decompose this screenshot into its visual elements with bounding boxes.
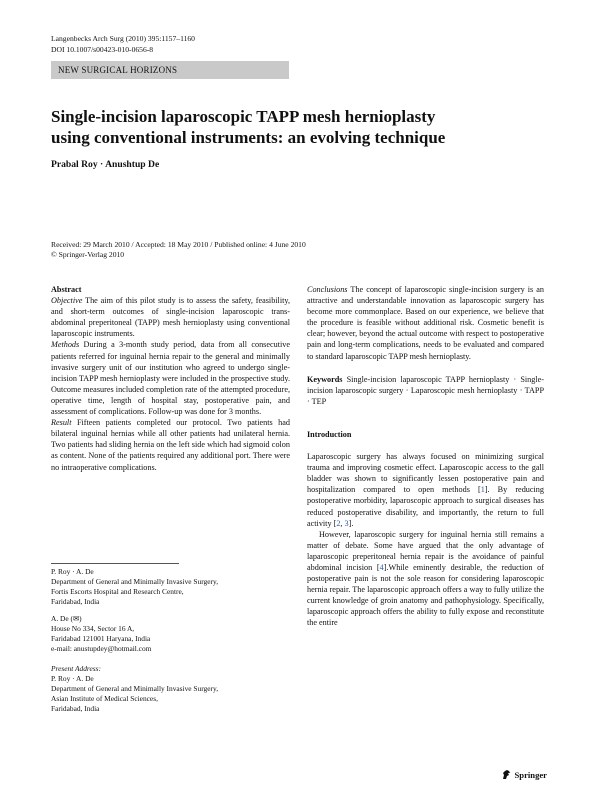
result-label: Result: [51, 418, 72, 428]
abstract-conclusions: [307, 284, 544, 362]
result-text: Fifteen patients completed our protocol. Two patients had bilateral inguinal hernias while all other patients had unilateral hernia. Two patients had sliding hernia on the left side which had sigmoid colon as content. None of the patients required any additional port. There were no intraoperative complications.: [51, 418, 290, 472]
aff1-line1: Department of General and Minimally Invasive Surgery,: [51, 577, 219, 586]
title-line-2: using conventional instruments: an evolving technique: [51, 128, 446, 147]
dates-line: Received: 29 March 2010 / Accepted: 18 May 2010 / Published online: 4 June 2010: [51, 240, 306, 249]
publisher-logo: [501, 769, 547, 780]
abstract-methods: [51, 339, 290, 417]
intro-p2-text-b: ].While eminently desirable, the reduction of postoperative pain is not the sole reason for considering laparoscopic hernia repair. The laparoscopic approach offers a way to fully utilize the current knowledge of groin anatomy and pathophysiology. Specifically, laparoscopic approach offers the ability to fully expose and reconstitute the entire: [307, 562, 544, 628]
abstract-column: [51, 284, 290, 473]
conclusions-text: The concept of laparoscopic single-incision surgery is an attractive and understandable innovation as laparoscopic surgery has become more commonplace. Based on our experience, we believe that the procedure is feasible without additional risk. Cosmetic benefit is clear; however, beyond the actual outcome with respect to postoperative pain and long-term complications, needs to be evaluated and compared to standard laparoscopic TAPP mesh hernioplasty.: [307, 285, 544, 361]
intro-paragraph-2: [307, 529, 544, 629]
citation-link-1[interactable]: 1: [480, 485, 485, 495]
citation-link-3[interactable]: 3: [344, 518, 349, 528]
intro-p2-text-a: However, laparoscopic surgery for inguinal hernia still remains a matter of debate. Some have argued that the only advantage of laparoscopic preperitoneal hernia repair is the avoidance of painful abdominal incision [: [307, 529, 544, 572]
aff3-line1: Department of General and Minimally Invasive Surgery,: [51, 684, 219, 693]
aff2-line2: Faridabad 121001 Haryana, India: [51, 634, 151, 643]
right-column: [307, 284, 544, 629]
section-label: NEW SURGICAL HORIZONS: [51, 61, 289, 79]
conclusions-label: Conclusions: [307, 285, 348, 294]
title-line-1: Single-incision laparoscopic TAPP mesh hernioplasty: [51, 107, 436, 126]
abstract-heading: Abstract: [51, 285, 82, 294]
publisher-name: Springer: [514, 769, 547, 780]
present-address-label: Present Address:: [51, 664, 102, 673]
journal-citation: Langenbecks Arch Surg (2010) 395:1157–1160: [51, 34, 195, 43]
abstract-objective: [51, 295, 290, 339]
intro-p1-text-d: ].: [348, 518, 354, 528]
introduction-heading: Introduction: [307, 429, 352, 439]
abstract-result: [51, 417, 290, 472]
aff2-line1: House No 334, Sector 16 A,: [51, 624, 135, 633]
aff3-line3: Faridabad, India: [51, 704, 100, 713]
aff3-names: P. Roy · A. De: [51, 674, 94, 683]
aff1-line2: Fortis Escorts Hospital and Research Centre,: [51, 587, 184, 596]
publication-dates: [51, 240, 551, 260]
doi: DOI 10.1007/s00423-010-0656-8: [51, 45, 154, 54]
affiliation-3: [51, 664, 291, 714]
intro-p1-text-b: ]. By reducing postoperative morbidity, laparoscopic approach to surgical diseases has reduced postoperative disability, and importantly, the return to full activity [: [307, 485, 544, 528]
methods-text: During a 3-month study period, data from all consecutive patients referred for inguinal hernia repair to the general and minimally invasive surgery unit of our institution who agreed to undergo single-incision TAPP mesh hernioplasty were included in the prospective study. Outcome measures included completion rate of the attempted procedure, operative time, length of hospital stay, postoperative pain, and assessment of complications. Follow-up was done for 3 months.: [51, 340, 290, 417]
objective-label: Objective: [51, 296, 83, 306]
springer-horse-icon: [501, 769, 512, 780]
affiliation-1: [51, 567, 291, 607]
keywords: [307, 374, 544, 407]
intro-p1-text-c: ,: [340, 518, 345, 528]
keywords-label: Keywords: [307, 374, 343, 384]
aff2-names: A. De (✉): [51, 614, 82, 623]
keywords-text: Single-incision laparoscopic TAPP hernioplasty · Single-incision laparoscopic surgery · Laparoscopic mesh hernioplasty · TAPP · TEP: [307, 374, 544, 406]
aff1-line3: Faridabad, India: [51, 597, 100, 606]
affiliation-divider: [51, 563, 179, 564]
citation-link-2[interactable]: 2: [336, 518, 341, 528]
copyright: © Springer-Verlag 2010: [51, 250, 125, 259]
aff1-names: P. Roy · A. De: [51, 567, 94, 576]
affiliation-2: [51, 614, 291, 654]
authors: Prabal Roy · Anushtup De: [51, 159, 160, 170]
aff2-email[interactable]: e-mail: anustupdey@hotmail.com: [51, 644, 152, 653]
objective-text: The aim of this pilot study is to assess the safety, feasibility, and short-term outcomes of single-incision laparoscopic trans-abdominal preperitoneal (TAPP) mesh hernioplasty using conventional laparoscopic instruments.: [51, 296, 290, 339]
aff3-line2: Asian Institute of Medical Sciences,: [51, 694, 158, 703]
methods-label: Methods: [51, 340, 80, 350]
citation-link-4[interactable]: 4: [379, 562, 384, 572]
intro-p1-text-a: Laparoscopic surgery has always focused on minimizing surgical trauma and improving cosmetic effect. Laparoscopic access to the gall bladder was shown to significantly lessen postoperative pain and hospitalization compared to open methods [: [307, 452, 544, 495]
intro-paragraph-1: [307, 451, 544, 529]
article-title: [51, 106, 551, 148]
